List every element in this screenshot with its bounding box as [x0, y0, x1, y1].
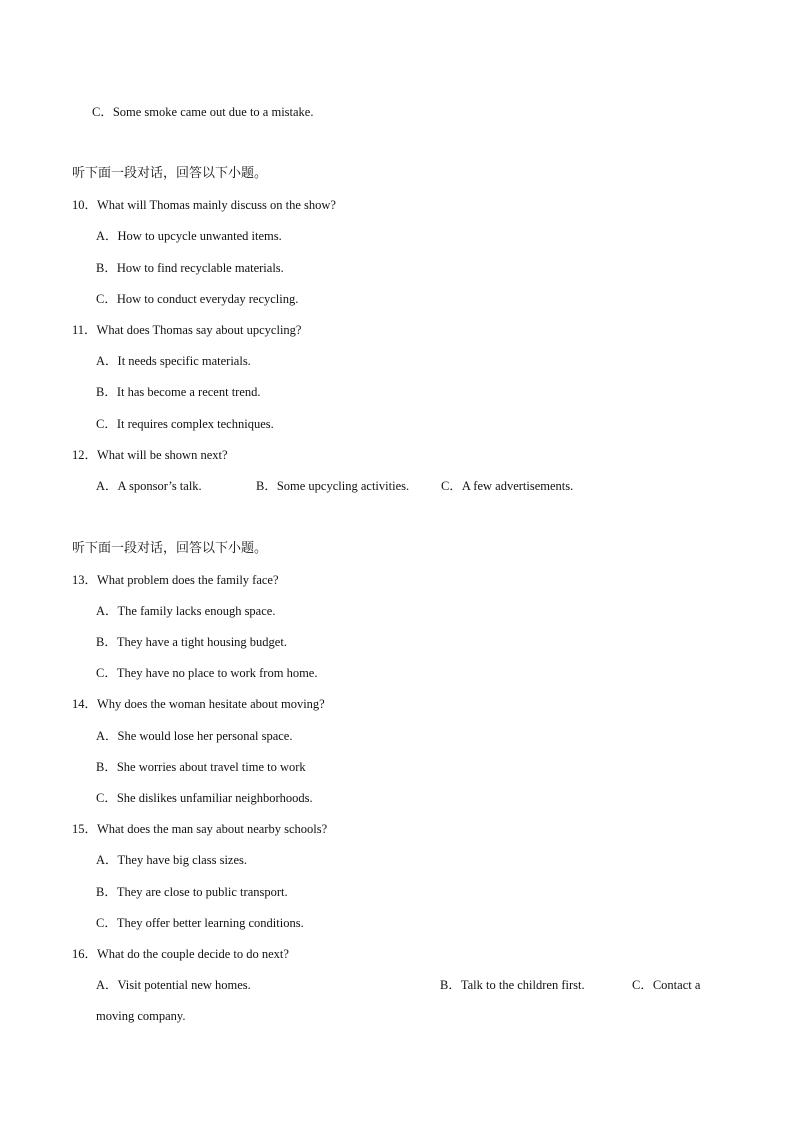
question-12-stem: 12．What will be shown next?	[72, 448, 228, 462]
question-10-option-a: A．How to upcycle unwanted items.	[96, 229, 282, 243]
question-10-stem: 10．What will Thomas mainly discuss on the show?	[72, 198, 336, 212]
question-12-option-b: B．Some upcycling activities.	[256, 479, 410, 493]
question-13-stem: 13．What problem does the family face?	[72, 573, 279, 587]
question-11-option-c: C．It requires complex techniques.	[96, 417, 274, 431]
question-16-stem: 16．What do the couple decide to do next?	[72, 947, 289, 961]
question-9-option-c: C．Some smoke came out due to a mistake.	[92, 105, 314, 119]
question-10-option-b: B．How to find recyclable materials.	[96, 261, 284, 275]
question-16-option-b: B．Talk to the children first.	[440, 978, 585, 992]
question-14-option-c: C．She dislikes unfamiliar neighborhoods.	[96, 791, 313, 805]
question-15-option-c: C．They offer better learning conditions.	[96, 916, 304, 930]
question-10-option-c: C．How to conduct everyday recycling.	[96, 292, 299, 306]
question-15-option-a: A．They have big class sizes.	[96, 853, 248, 867]
question-11-option-b: B．It has become a recent trend.	[96, 385, 261, 399]
question-13-option-a: A．The family lacks enough space.	[96, 604, 276, 618]
question-16-option-a: A．Visit potential new homes.	[96, 978, 251, 992]
question-16-option-c-continued: moving company.	[96, 1009, 186, 1023]
question-15-stem: 15．What does the man say about nearby schools?	[72, 822, 328, 836]
question-13-option-c: C．They have no place to work from home.	[96, 666, 318, 680]
question-12-option-a: A．A sponsor’s talk.	[96, 479, 202, 493]
question-14-option-b: B．She worries about travel time to work	[96, 760, 306, 774]
question-14-stem: 14．Why does the woman hesitate about moving?	[72, 697, 325, 711]
question-11-stem: 11．What does Thomas say about upcycling?	[72, 323, 302, 337]
section-heading-1: 听下面一段对话，回答以下小题。	[72, 166, 268, 181]
question-14-option-a: A．She would lose her personal space.	[96, 729, 293, 743]
question-12-option-c: C．A few advertisements.	[441, 479, 574, 493]
question-16-option-c: C．Contact a	[632, 978, 701, 992]
question-13-option-b: B．They have a tight housing budget.	[96, 635, 287, 649]
section-heading-2: 听下面一段对话，回答以下小题。	[72, 541, 268, 556]
question-15-option-b: B．They are close to public transport.	[96, 885, 288, 899]
question-11-option-a: A．It needs specific materials.	[96, 354, 251, 368]
